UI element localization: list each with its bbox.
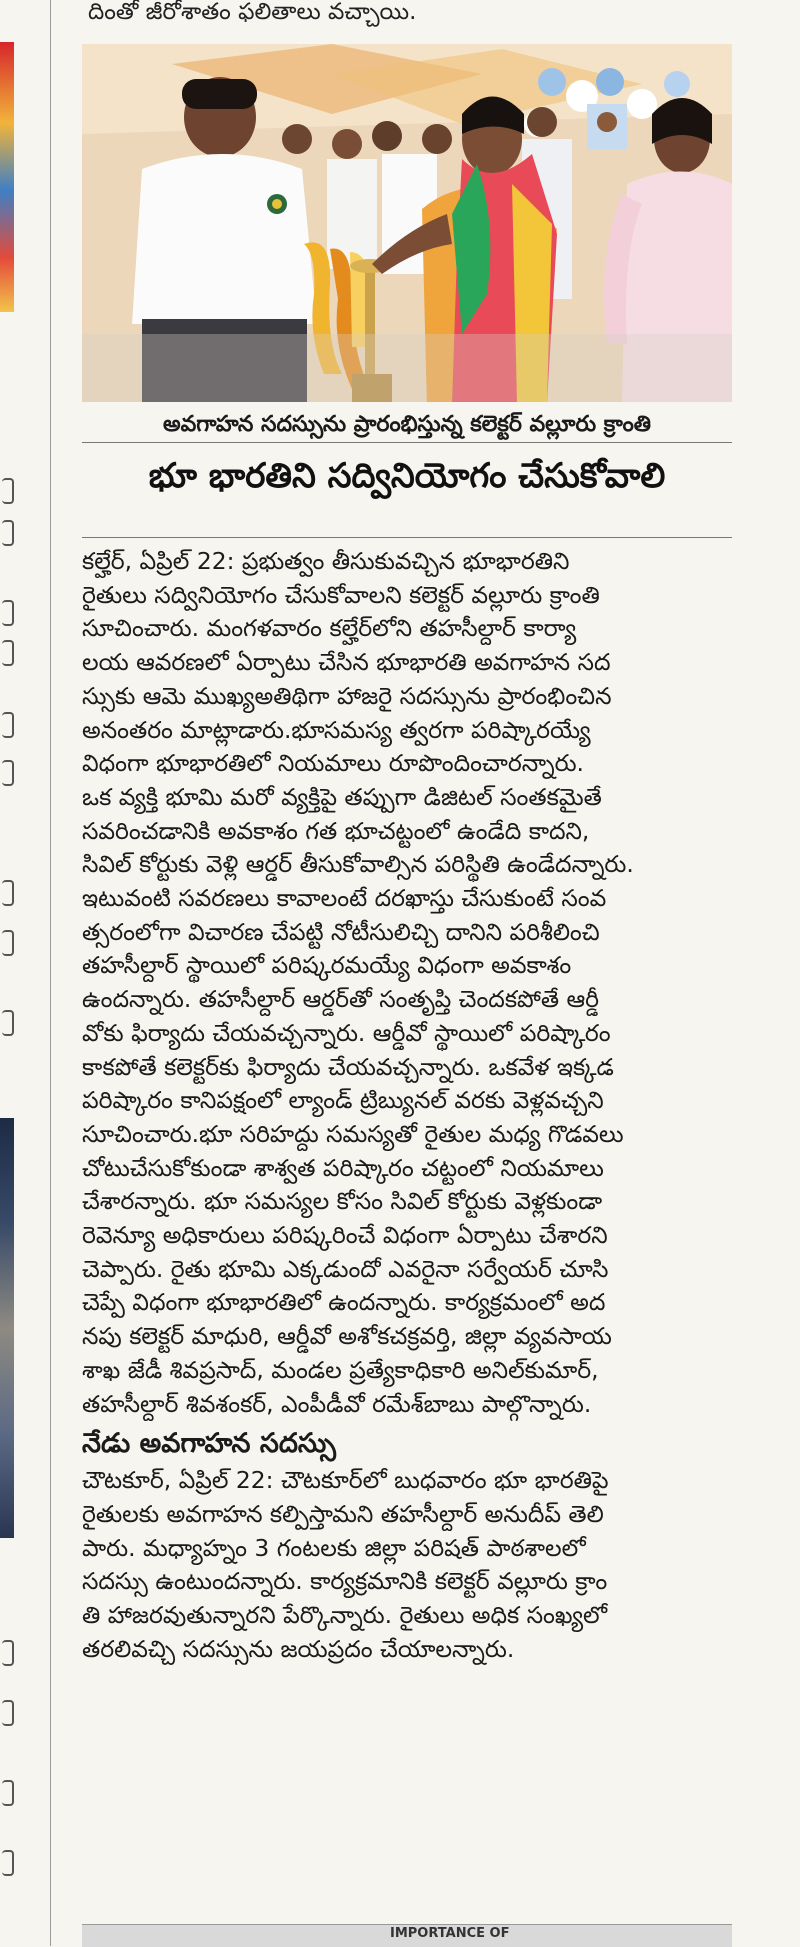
article-line: తహసీల్దార్ శివశంకర్, ఎంపీడీవో రమేశ్‌బాబు పాల్గొన్నారు.: [82, 1389, 592, 1418]
article-line: పారు. మధ్యాహ్నం 3 గంటలకు జిల్లా పరిషత్ పాఠశాలలో: [82, 1533, 586, 1562]
adjacent-photo-sliver: [0, 1118, 14, 1538]
adjacent-text-glyph: [2, 712, 14, 738]
article-line: చెప్పే విధంగా భూభారతిలో ఉందన్నారు. కార్యక్రమంలో అద: [82, 1288, 606, 1317]
adjacent-text-glyph: [2, 520, 14, 546]
sub-headline: నేడు అవగాహన సదస్సు: [82, 1428, 336, 1460]
adjacent-photo-sliver: [0, 42, 14, 312]
headline-rule: [82, 537, 732, 538]
column-rule: [50, 0, 51, 1946]
article-line: తరలివచ్చి సదస్సును జయప్రదం చేయాలన్నారు.: [82, 1634, 515, 1663]
article-line: రెవెన్యూ అధికారులు పరిష్కరించే విధంగా ఏర్పాటు చేశారని: [82, 1221, 608, 1250]
adjacent-column-edge: [0, 0, 52, 1946]
article-line: పరిష్కారం కానిపక్షంలో ల్యాండ్ ట్రిబ్యునల్ వరకు వెళ్లవచ్చని: [82, 1086, 604, 1115]
article-line: తి హాజరవుతున్నారని పేర్కొన్నారు. రైతులు అధిక సంఖ్యలో: [82, 1601, 608, 1630]
article-body: [82, 545, 732, 1667]
adjacent-text-glyph: [2, 1010, 14, 1036]
article-line: స్సుకు ఆమె ముఖ్యఅతిథిగా హాజరై సదస్సును ప్రారంభించిన: [82, 681, 612, 710]
article-line: లయ ఆవరణలో ఏర్పాటు చేసిన భూభారతి అవగాహన సద: [82, 648, 611, 677]
article-line: తహసీల్దార్ స్థాయిలో పరిష్కరమయ్యే విధంగా అవకాశం: [82, 951, 572, 980]
article-line: చెప్పారు. రైతు భూమి ఎక్కడుందో ఎవరైనా సర్వేయర్ చూసి: [82, 1254, 609, 1283]
article-headline: భూ భారతిని సద్వినియోగం చేసుకోవాలి: [148, 456, 666, 496]
article-line: సూచించారు. మంగళవారం కల్హేర్‌లోని తహసీల్దార్ కార్యా: [82, 614, 577, 643]
article-line: చేశారన్నారు. భూ సమస్యల కోసం సివిల్ కోర్టుకు వెళ్లకుండా: [82, 1187, 603, 1216]
article-line: రైతులకు అవగాహన కల్పిస్తామని తహసీల్దార్ అనుదీప్ తెలి: [82, 1499, 604, 1528]
article-line: ఉందన్నారు. తహసీల్దార్ ఆర్డర్‌తో సంతృప్తి చెందకపోతే ఆర్డీ: [82, 985, 600, 1014]
article-line: రైతులు సద్వినియోగం చేసుకోవాలని కలెక్టర్ వల్లూరు క్రాంతి: [82, 580, 600, 609]
article-line: సవరించడానికి అవకాశం గత భూచట్టంలో ఉండేది కాదని,: [82, 816, 590, 845]
adjacent-text-glyph: [2, 880, 14, 906]
article-line: వోకు ఫిర్యాదు చేయవచ్చన్నారు. ఆర్డీవో స్థాయిలో పరిష్కారం: [82, 1018, 611, 1047]
article-line: అనంతరం మాట్లాడారు.భూసమస్య త్వరగా పరిష్కారయ్యే: [82, 715, 591, 744]
article-line: సదస్సు ఉంటుందన్నారు. కార్యక్రమానికి కలెక్టర్ వల్లూరు క్రాం: [82, 1567, 608, 1596]
article-line: చౌటకూర్, ఏప్రిల్ 22: చౌటకూర్‌లో బుధవారం భూ భారతిపై: [82, 1466, 609, 1495]
article-line: త్సరంలోగా విచారణ చేపట్టి నోటీసులిచ్చి దానిని పరిశీలించి: [82, 917, 600, 946]
adjacent-text-glyph: [2, 1780, 14, 1806]
adjacent-text-glyph: [2, 600, 14, 626]
article-line: కాకపోతే కలెక్టర్‌కు ఫిర్యాదు చేయవచ్చన్నారు. ఒకవేళ ఇక్కడ: [82, 1052, 614, 1081]
adjacent-text-glyph: [2, 1700, 14, 1726]
adjacent-text-glyph: [2, 930, 14, 956]
caption-rule: [82, 442, 732, 443]
article-line: కల్హేర్, ఏప్రిల్ 22: ప్రభుత్వం తీసుకువచ్చిన భూభారతిని: [82, 547, 570, 575]
photo-caption: అవగాహన సదస్సును ప్రారంభిస్తున్న కలెక్టర్ వల్లూరు క్రాంతి: [163, 412, 651, 437]
article-line: సివిల్ కోర్టుకు వెళ్లి ఆర్డర్ తీసుకోవాల్సిన పరిస్థితి ఉండేదన్నారు.: [82, 850, 634, 879]
adjacent-text-glyph: [2, 478, 14, 504]
article-photo: [82, 44, 732, 402]
article-line: ఇటువంటి సవరణలు కావాలంటే దరఖాస్తు చేసుకుంటే సంవ: [82, 884, 607, 913]
article-line: సూచించారు.భూ సరిహద్దు సమస్యతో రైతుల మధ్య గొడవలు: [82, 1119, 624, 1148]
article-line: విధంగా భూభారతిలో నియమాలు రూపొందించారన్నారు.: [82, 749, 584, 778]
previous-article-fragment: దింతో జీరోశాతం ఫలితాలు వచ్చాయి.: [88, 0, 417, 25]
adjacent-text-glyph: [2, 640, 14, 666]
adjacent-text-glyph: [2, 760, 14, 786]
article-line: శాఖ జేడీ శివప్రసాద్, మండల ప్రత్యేకాధికారి అనిల్‌కుమార్,: [82, 1355, 599, 1384]
adjacent-text-glyph: [2, 1850, 14, 1876]
next-article-fragment: IMPORTANCE OF: [390, 1926, 510, 1941]
adjacent-text-glyph: [2, 1640, 14, 1666]
article-line: చోటుచేసుకోకుండా శాశ్వత పరిష్కారం చట్టంలో నియమాలు: [82, 1153, 604, 1182]
article-line: ఒక వ్యక్తి భూమి మరో వ్యక్తిపై తప్పుగా డిజిటల్ సంతకమైతే: [82, 782, 602, 811]
article-line: నపు కలెక్టర్ మాధురి, ఆర్డీవో అశోకచక్రవర్తి, జిల్లా వ్యవసాయ: [82, 1322, 612, 1351]
